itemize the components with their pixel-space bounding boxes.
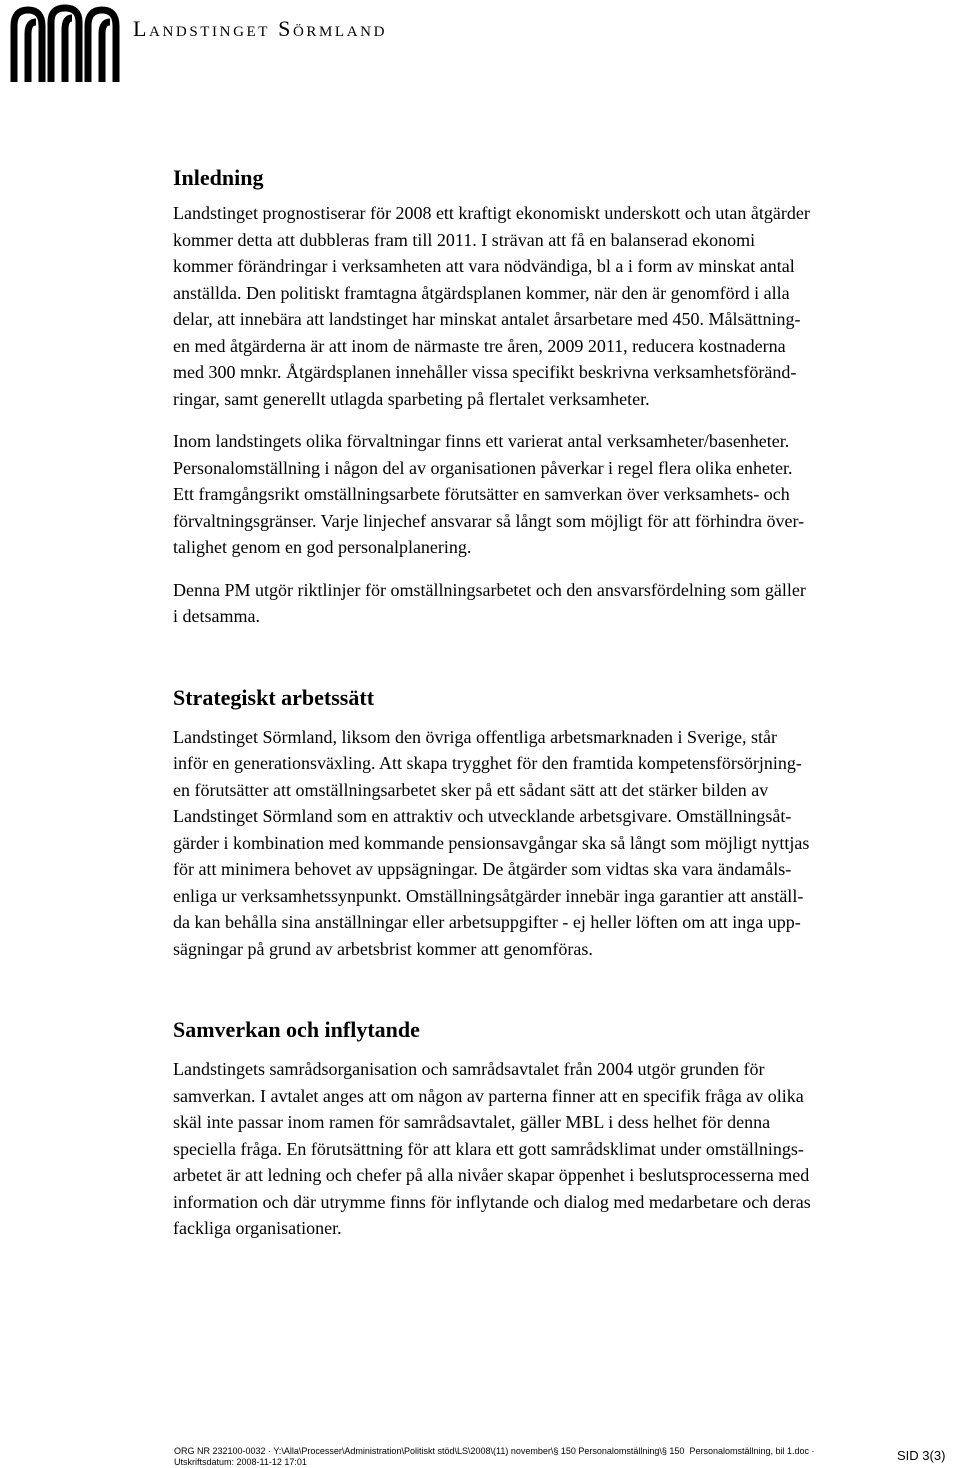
heading-samverkan-och-inflytande: Samverkan och inflytande (173, 1017, 420, 1042)
paragraph: Landstinget Sörmland, liksom den övriga offentliga arbetsmarknaden i Sverige, står inför en generationsväxling. Att skapa trygghet för den framtida kompetensförsörjning- en förutsätter att omställningsarbetet sker på ett sådant sätt att det stärker bilden av Landstinget Sörmland som en attraktiv och utvecklande arbetsgivare. Omställningsåt- gärder i kombination med kommande pensionsavgångar ska så långt som möjligt nyttjas för att minimera behovet av uppsägningar. De åtgärder som vidtas ska vara ändamåls- enliga ur verksamhetssynpunkt. Omställningsåtgärder innebär inga garantier att anställ- da kan behålla sina anställningar eller arbetsuppgifter - ej heller löften om att inga upp- sägningar på grund av arbetsbrist kommer att genomföras. (173, 726, 810, 959)
paragraph: Landstinget prognostiserar för 2008 ett kraftigt ekonomiskt underskott och utan åtgärder kommer detta att dubbleras fram till 2011. I strävan att få en balanserad ekonomi kommer förändringar i verksamheten att vara nödvändiga, bl a i form av minskat antal anställda. Den politiskt framtagna åtgärdsplanen kommer, när den är genomförd i alla delar, att innebära att landstinget har minskat antalet årsarbetare med 450. Målsättning- en med åtgärderna är att inom de närmaste tre åren, 2009 2011, reducera kostnaderna med 300 mnkr. Åtgärdsplanen innehåller vissa specifikt beskrivna verksamhetsföränd- ringar, samt generellt utlagda sparbeting på flertalet verksamheter. (173, 203, 810, 409)
paragraph: Landstingets samrådsorganisation och samrådsavtalet från 2004 utgör grunden för samverkan. I avtalet anges att om någon av parterna finner att en specifik fråga av olika skäl inte passar inom ramen för samrådsavtalet, gäller MBL i dess helhet för denna speciella fråga. En förutsättning för att klara ett gott samrådsklimat under omställnings- arbetet är att ledning och chefer på alla nivåer skapar öppenhet i beslutsprocesserna med information och där utrymme finns för inflytande och dialog med medarbetare och deras fackliga organisationer. (173, 1059, 811, 1238)
page-number: SID 3(3) (897, 1448, 946, 1463)
document-body (173, 160, 960, 1242)
paragraph: Denna PM utgör riktlinjer för omställningsarbetet och den ansvarsfördelning som gäller i detsamma. (173, 579, 806, 626)
paragraph: Inom landstingets olika förvaltningar finns ett varierat antal verksamheter/basenheter. Personalomställning i någon del av organisationen påverkar i regel flera olika enheter. Ett framgångsrikt omställningsarbete förutsätter en samverkan över verksamhets- och förvaltningsgränser. Varje linjechef ansvarar så långt som möjligt för att förhindra över- talighet genom en god personalplanering. (173, 431, 805, 557)
organization-name: Landstinget Sörmland (133, 16, 387, 41)
heading-strategiskt-arbetssatt: Strategiskt arbetssätt (173, 684, 375, 710)
landstinget-sormland-logo-icon (6, 4, 124, 82)
footer-print-date: Utskriftsdatum: 2008-11-12 17:01 (174, 1457, 307, 1467)
heading-inledning: Inledning (173, 165, 264, 190)
footer-file-path: ORG NR 232100-0032 · Y:\Alla\Processer\Administration\Politiskt stöd\LS\2008\(11) november\§ 150 Personalomställning\§ 150 Personalomställning, bil 1.doc · (174, 1446, 815, 1456)
